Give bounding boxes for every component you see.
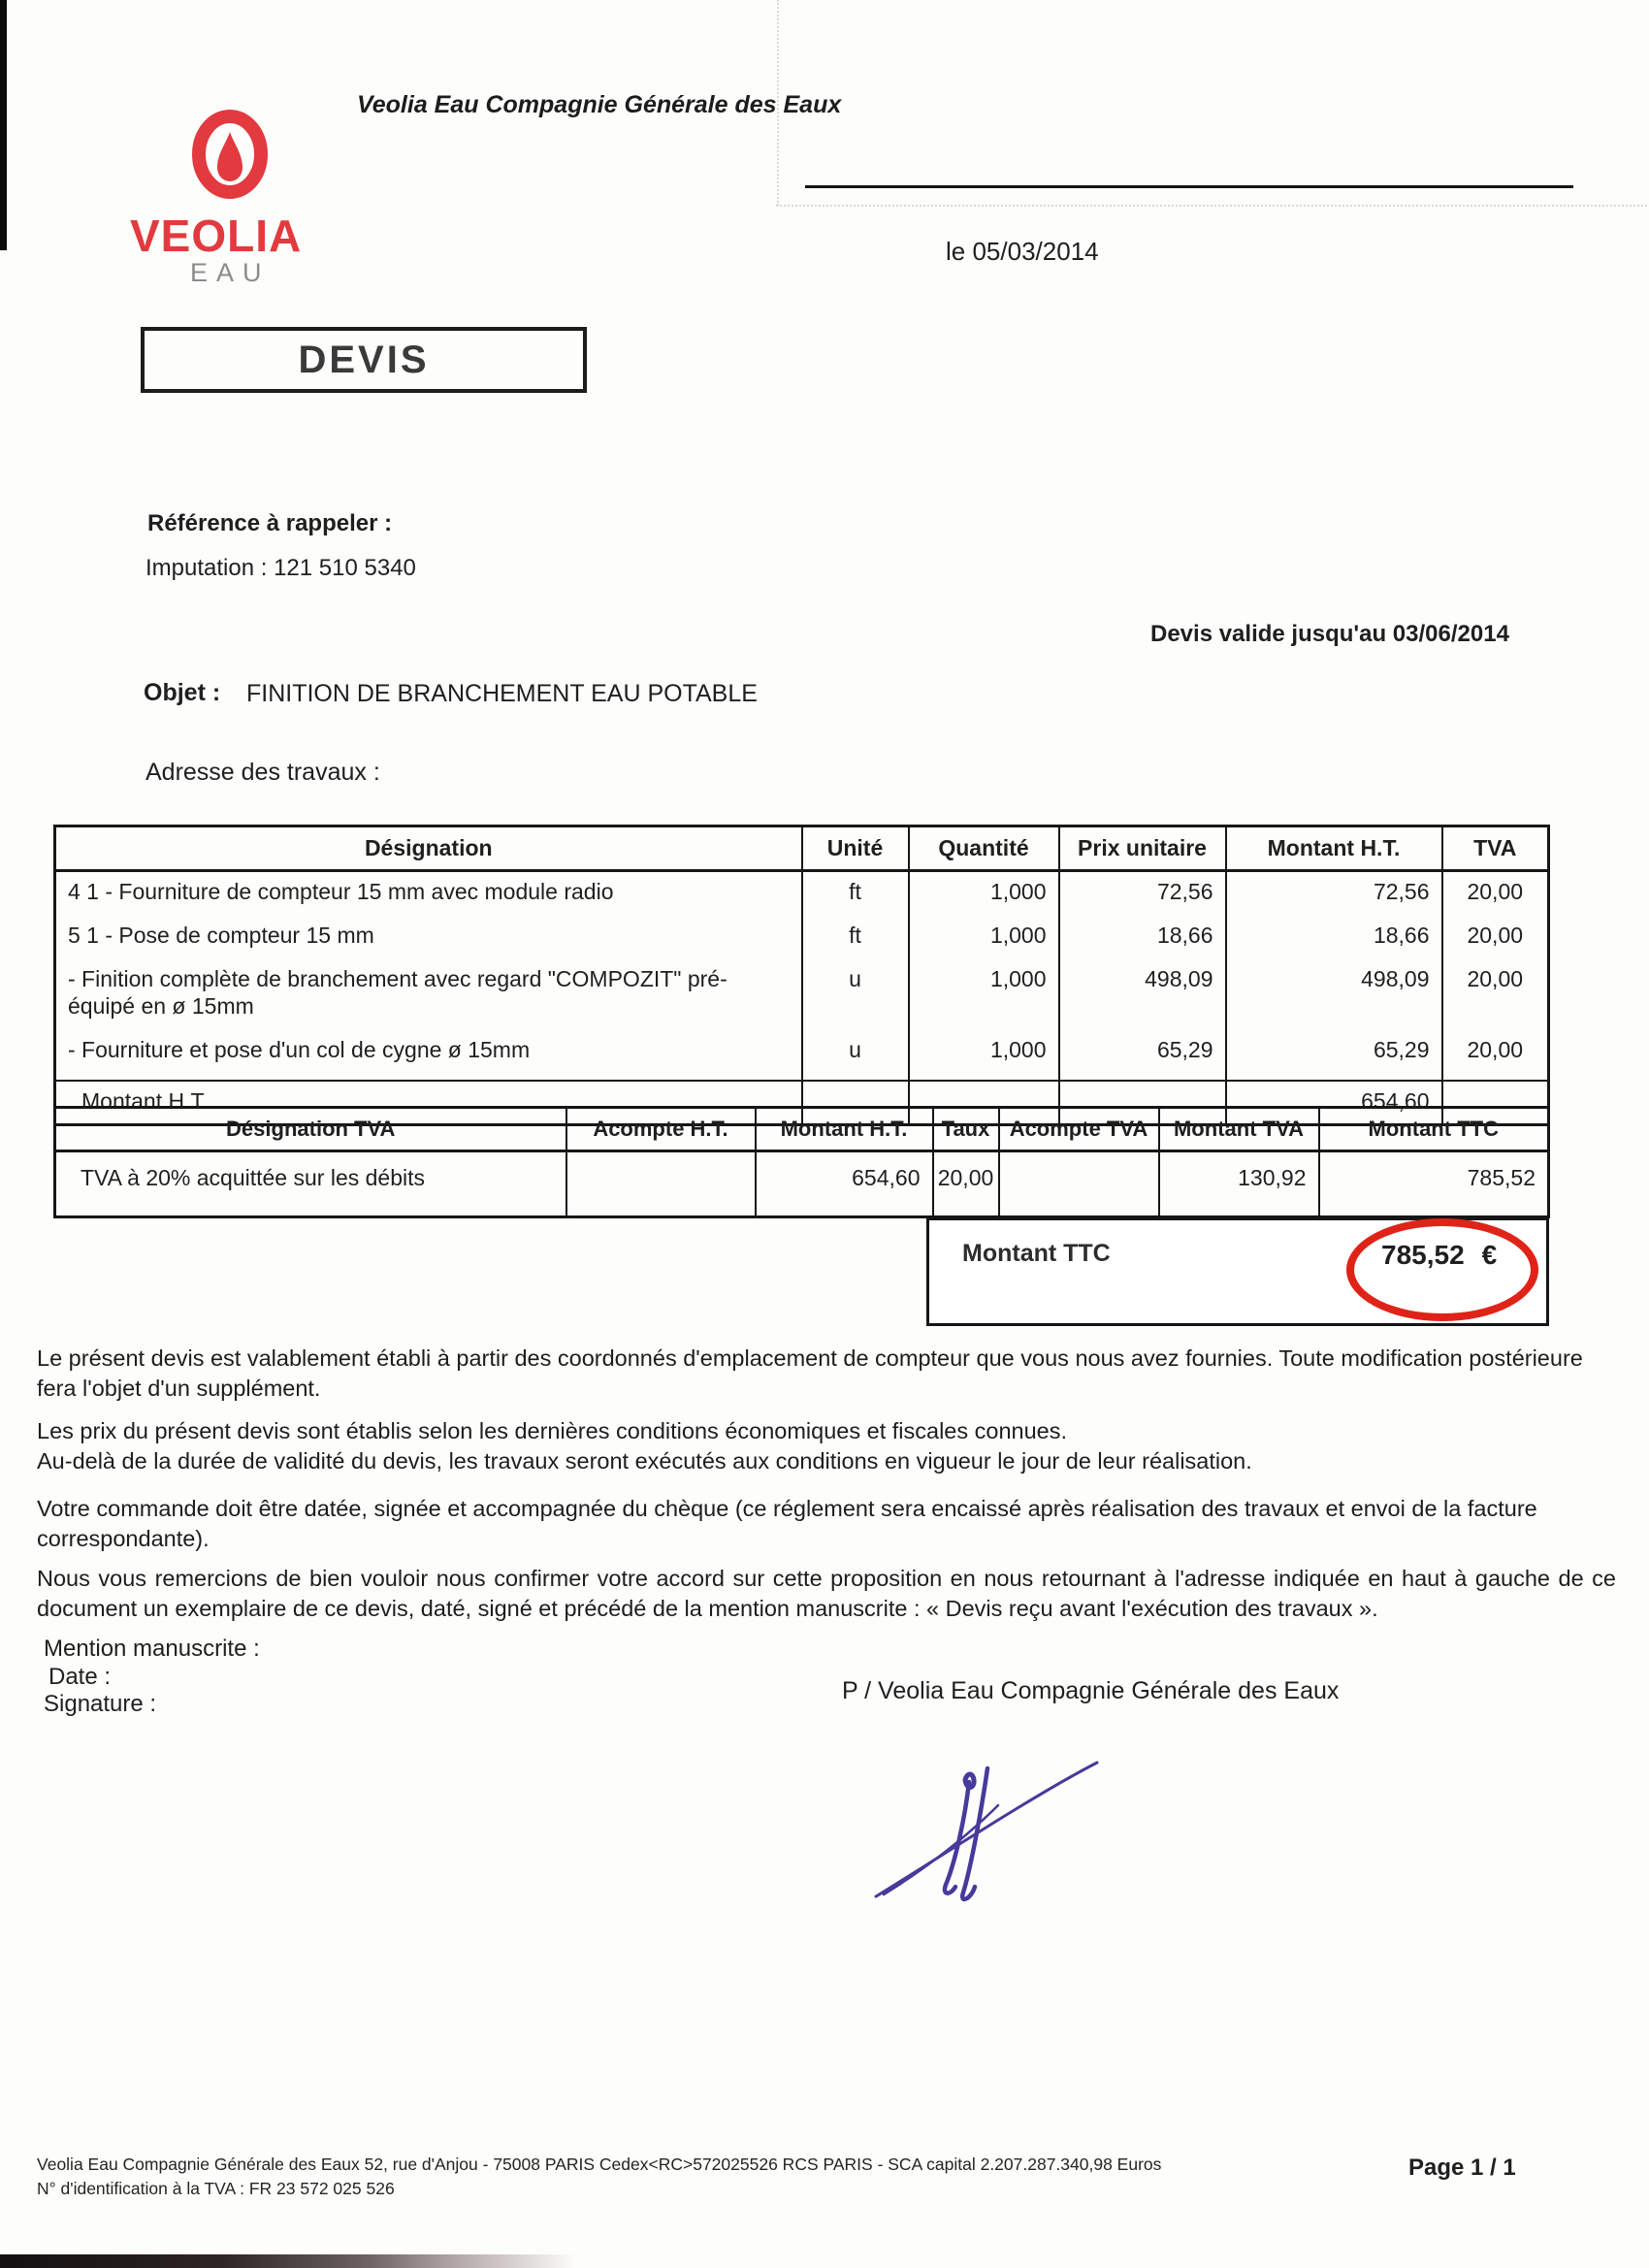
tva-table [53, 1106, 1547, 1218]
table-row [55, 871, 1549, 917]
objet-value: FINITION DE BRANCHEMENT EAU POTABLE [246, 680, 758, 707]
cell-acompte-tva [999, 1151, 1159, 1217]
scan-artifact-bottom-bar [0, 2254, 737, 2268]
paragraph-validity-basis: Le présent devis est valablement établi à partir des coordonnés d'emplacement de compteur que vous nous avez fournies. Toute modification postérieure fera l'objet d'un supplément. [37, 1345, 1583, 1401]
reference-label: Référence à rappeler : [147, 510, 393, 536]
cell-quantite: 1,000 [909, 916, 1059, 959]
mention-manuscrite-label: Mention manuscrite : [44, 1636, 260, 1662]
cell-tva: 20,00 [1442, 871, 1549, 917]
col-tva: TVA [1442, 826, 1549, 871]
paragraph-order-terms: Votre commande doit être datée, signée et accompagnée du chèque (ce réglement sera encaissé après réalisation des travaux et envoi de la facture correspondante). [37, 1496, 1537, 1551]
devis-title-box [141, 327, 587, 393]
cell-montant-tva: 130,92 [1159, 1151, 1319, 1217]
cell-tva: 20,00 [1442, 916, 1549, 959]
footer-line2: N° d'identification à la TVA : FR 23 572 025 526 [37, 2179, 395, 2198]
cell-montant-ht: 654,60 [756, 1151, 933, 1217]
cell-quantite: 1,000 [909, 959, 1059, 1030]
veolia-wordmark: VEOLIA [130, 211, 303, 261]
signatory-line: P / Veolia Eau Compagnie Générale des Eaux [842, 1677, 1340, 1704]
cell-montant-ttc: 785,52 [1319, 1151, 1549, 1217]
validity-note: Devis valide jusqu'au 03/06/2014 [1150, 621, 1509, 647]
cell-tva: 20,00 [1442, 1030, 1549, 1081]
cell-montant-ht: 498,09 [1226, 959, 1442, 1030]
items-table [53, 825, 1547, 1126]
col-acompte-ht: Acompte H.T. [566, 1108, 756, 1151]
tva-header-row [55, 1108, 1549, 1151]
scan-artifact-left-edge [0, 0, 7, 250]
cell-montant-ht: 18,66 [1226, 916, 1442, 959]
total-ttc-label: Montant TTC [962, 1240, 1111, 1267]
cell-montant-ht: 65,29 [1226, 1030, 1442, 1081]
adresse-travaux-label: Adresse des travaux : [146, 759, 380, 786]
cell-quantite: 1,000 [909, 1030, 1059, 1081]
cell-tva: 20,00 [1442, 959, 1549, 1030]
paragraph-prices [37, 1416, 1616, 1476]
items-header-row [55, 826, 1549, 871]
total-ht-value: 654,60 [1226, 1081, 1442, 1125]
signature-scribble [868, 1749, 1111, 1914]
document-date: le 05/03/2014 [946, 237, 1099, 266]
paragraph-prices-line2: Au-delà de la durée de validité du devis, les travaux seront exécutés aux conditions en vigueur le jour de leur réalisation. [37, 1448, 1252, 1474]
cell-unite: u [802, 959, 909, 1030]
cell-unite: u [802, 1030, 909, 1081]
page-number: Page 1 / 1 [1408, 2155, 1516, 2181]
cell-acompte-ht [566, 1151, 756, 1217]
col-montant-ht: Montant H.T. [756, 1108, 933, 1151]
veolia-logo-mark-icon [188, 109, 272, 200]
cell-designation-tva: TVA à 20% acquittée sur les débits [55, 1151, 566, 1217]
col-montant-ht: Montant H.T. [1226, 826, 1442, 871]
devis-title: DEVIS [298, 338, 430, 381]
cell-unite: ft [802, 871, 909, 917]
objet-label: Objet : [144, 679, 221, 706]
cell-prix-unitaire: 18,66 [1059, 916, 1226, 959]
total-ht-label: Montant H.T. [55, 1081, 802, 1125]
cell-prix-unitaire: 65,29 [1059, 1030, 1226, 1081]
company-name: Veolia Eau Compagnie Générale des Eaux [357, 91, 842, 118]
veolia-eau-label: EAU [190, 258, 271, 287]
col-designation: Désignation [55, 826, 802, 871]
cell-prix-unitaire: 498,09 [1059, 959, 1226, 1030]
paragraph-prices-line1: Les prix du présent devis sont établis selon les dernières conditions économiques et fiscales connues. [37, 1418, 1068, 1443]
cell-prix-unitaire: 72,56 [1059, 871, 1226, 917]
col-quantite: Quantité [909, 826, 1059, 871]
cell-quantite: 1,000 [909, 871, 1059, 917]
col-montant-tva: Montant TVA [1159, 1108, 1319, 1151]
euro-sign: € [1481, 1240, 1498, 1270]
cell-unite: ft [802, 916, 909, 959]
col-designation-tva: Désignation TVA [55, 1108, 566, 1151]
header-rule [805, 185, 1573, 188]
imputation-line: Imputation : 121 510 5340 [146, 555, 416, 581]
cell-designation: - Fourniture et pose d'un col de cygne ø 15mm [55, 1030, 802, 1081]
col-unite: Unité [802, 826, 909, 871]
date-field-label: Date : [48, 1664, 112, 1690]
cell-montant-ht: 72,56 [1226, 871, 1442, 917]
paragraph-return-instructions: Nous vous remercions de bien vouloir nous confirmer votre accord sur cette proposition en nous retournant à l'adresse indiquée en haut à gauche de ce document un exemplaire de ce devis, daté, signé et précédé de la mention manuscrite : « Devis reçu avant l'exécution des travaux ». [37, 1566, 1616, 1621]
scan-fold-horizontal [776, 205, 1647, 207]
col-taux: Taux [933, 1108, 999, 1151]
table-row [55, 916, 1549, 959]
red-circle-annotation [1346, 1218, 1538, 1321]
cell-designation: 5 1 - Pose de compteur 15 mm [55, 916, 802, 959]
cell-designation: - Finition complète de branchement avec regard "COMPOZIT" pré-équipé en ø 15mm [55, 959, 802, 1030]
signature-field-label: Signature : [44, 1691, 157, 1717]
col-acompte-tva: Acompte TVA [999, 1108, 1159, 1151]
table-row [55, 1030, 1549, 1081]
footer-line1: Veolia Eau Compagnie Générale des Eaux 52, rue d'Anjou - 75008 PARIS Cedex<RC>572025526 RCS PARIS - SCA capital 2.207.287.340,98 Euros [37, 2155, 1162, 2174]
tva-row [55, 1151, 1549, 1217]
cell-taux: 20,00 [933, 1151, 999, 1217]
col-montant-ttc: Montant TTC [1319, 1108, 1549, 1151]
col-prix-unitaire: Prix unitaire [1059, 826, 1226, 871]
cell-designation: 4 1 - Fourniture de compteur 15 mm avec module radio [55, 871, 802, 917]
table-row [55, 959, 1549, 1030]
total-ttc-value: 785,52 [1381, 1240, 1465, 1270]
